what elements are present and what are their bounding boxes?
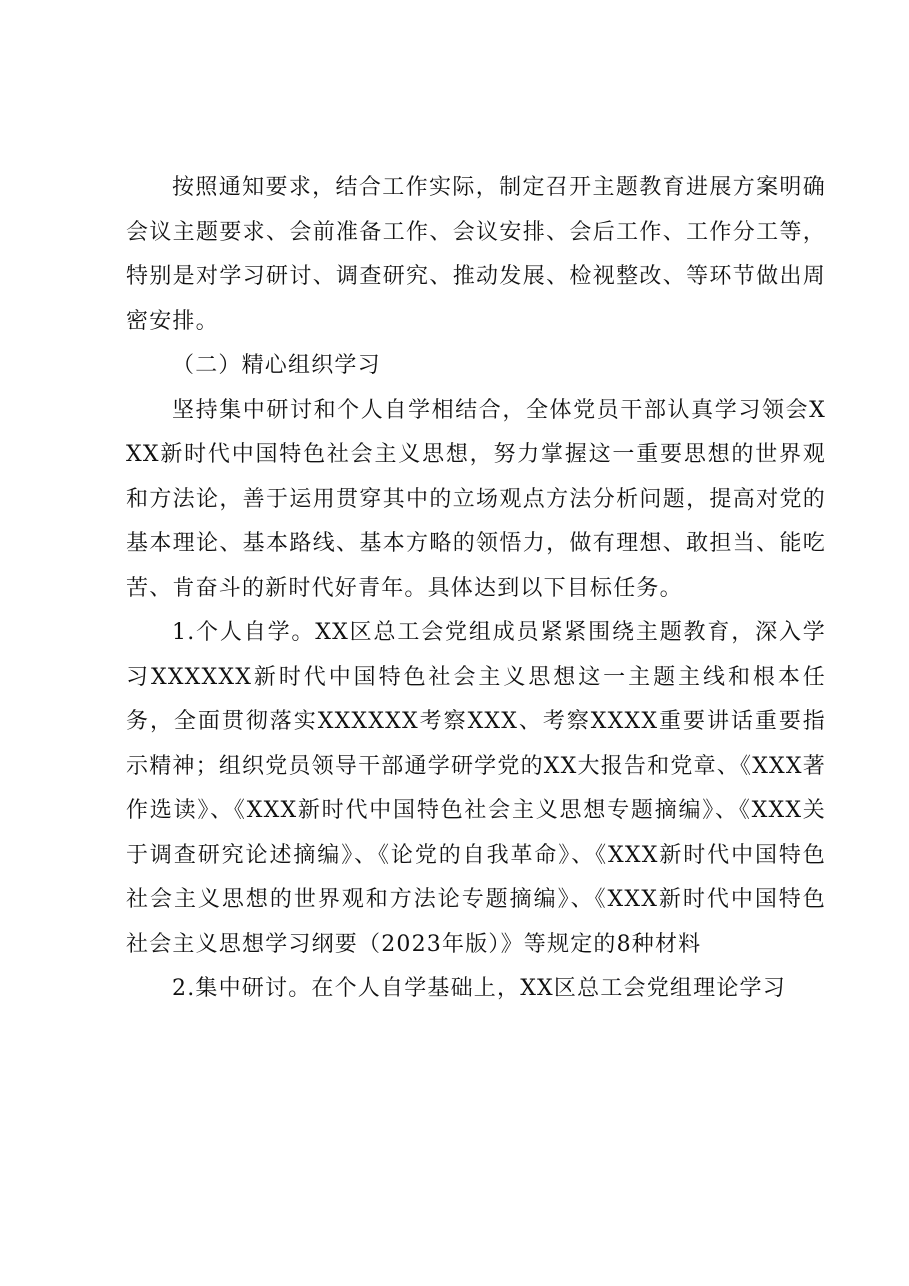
document-page bbox=[126, 166, 826, 1012]
paragraph-meeting-plan: 按照通知要求，结合工作实际，制定召开主题教育进展方案明确会议主题要求、会前准备工作、会议安排、会后工作、工作分工等，特别是对学习研讨、调查研究、推动发展、检视整改、等环节做出周密安排。 bbox=[126, 175, 826, 334]
paragraph-group-discussion: 2.集中研讨。在个人自学基础上，XX区总工会党组理论学习 bbox=[172, 976, 786, 1001]
section-heading-organize-study: （二）精心组织学习 bbox=[172, 353, 381, 378]
paragraph-study-goals: 坚持集中研讨和个人自学相结合，全体党员干部认真学习领会XXX新时代中国特色社会主义思想，努力掌握这一重要思想的世界观和方法论，善于运用贯穿其中的立场观点方法分析问题，提高对党的基本理论、基本路线、基本方略的领悟力，做有理想、敢担当、能吃苦、肯奋斗的新时代好青年。具体达到以下目标任务。 bbox=[126, 397, 826, 601]
paragraph-self-study: 1.个人自学。XX区总工会党组成员紧紧围绕主题教育，深入学习XXXXXX新时代中国特色社会主义思想这一主题主线和根本任务，全面贯彻落实XXXXXX考察XXX、考察XXXX重要讲话重要指示精神；组织党员领导干部通学研学党的XX大报告和党章、《XXX著作选读》、《XXX新时代中国特色社会主义思想专题摘编》、《XXX关于调查研究论述摘编》、《论党的自我革命》、《XXX新时代中国特色社会主义思想的世界观和方法论专题摘编》、《XXX新时代中国特色社会主义思想学习纲要（2023年版）》等规定的8种材料 bbox=[126, 620, 826, 957]
